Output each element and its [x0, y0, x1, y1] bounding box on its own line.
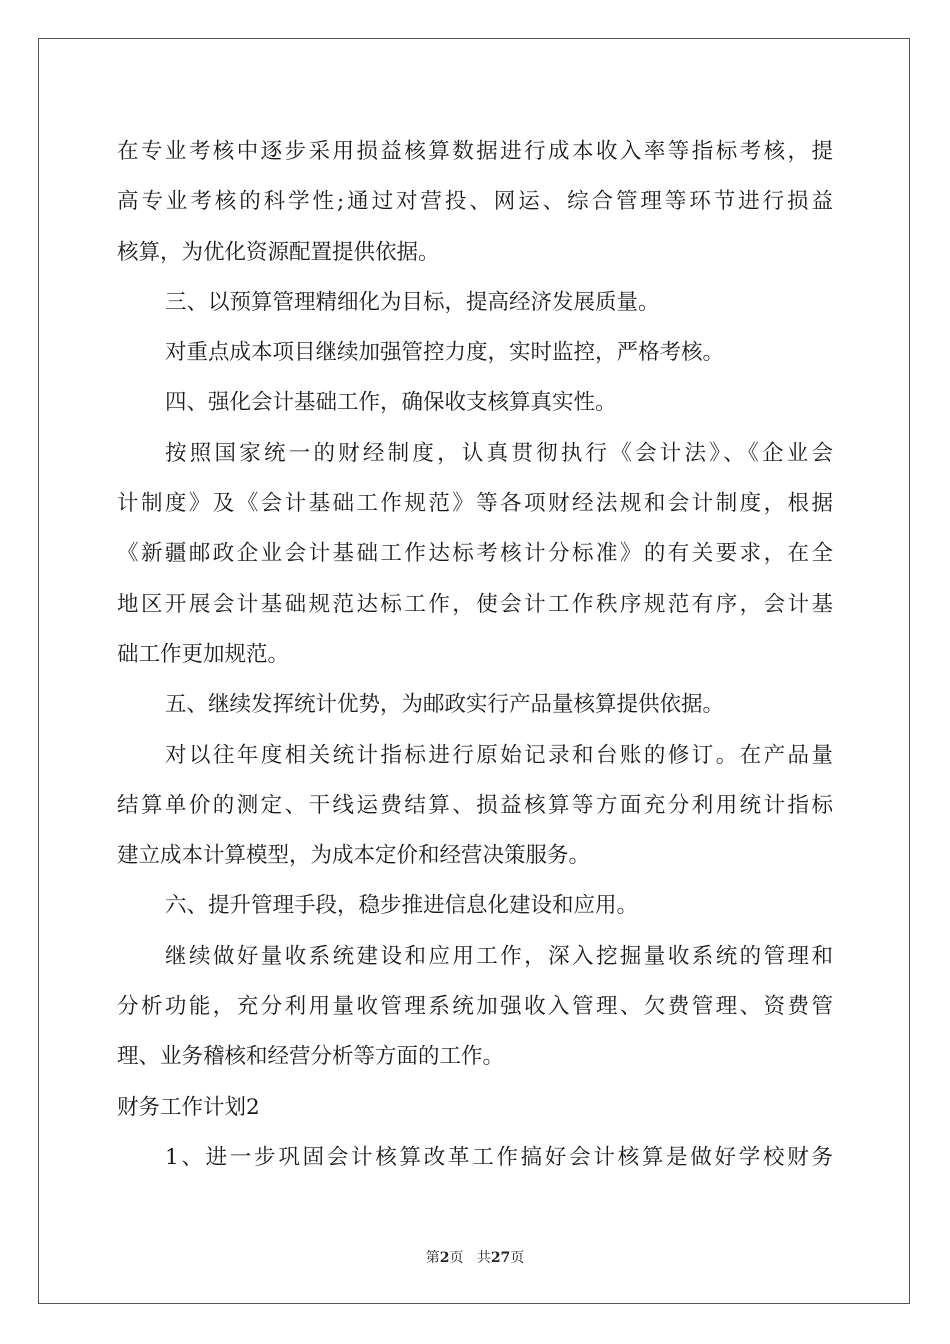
page-suffix: 页 [449, 1250, 464, 1266]
body-line: 在专业考核中逐步采用损益核算数据进行成本收入率等指标考核，提 [117, 139, 833, 164]
body-line: 对以往年度相关统计指标进行原始记录和台账的修订。在产品量 [165, 742, 833, 768]
body-line: 结算单价的测定、干线运费结算、损益核算等方面充分利用统计指标 [117, 792, 833, 818]
body-line: 《新疆邮政企业会计基础工作达标考核计分标准》的有关要求，在全 [117, 541, 833, 567]
page-number: 2 [439, 1250, 450, 1266]
body-line: 对重点成本项目继续加强管控力度，实时监控，严格考核。 [165, 340, 725, 366]
page-footer [0, 1247, 950, 1267]
total-pages: 27 [490, 1250, 511, 1266]
section-heading-6: 六、提升管理手段，稳步推进信息化建设和应用。 [165, 893, 639, 919]
total-prefix: 共 [476, 1250, 491, 1266]
body-line: 计制度》及《会计基础工作规范》等各项财经法规和会计制度，根据 [117, 491, 833, 517]
body-line: 按照国家统一的财经制度，认真贯彻执行《会计法》、《企业会 [165, 440, 833, 466]
body-line: 建立成本计算模型，为成本定价和经营决策服务。 [117, 843, 591, 869]
section-heading-5: 五、继续发挥统计优势，为邮政实行产品量核算提供依据。 [165, 692, 725, 718]
body-line: 1、进一步巩固会计核算改革工作搞好会计核算是做好学校财务 [165, 1144, 833, 1170]
total-suffix: 页 [510, 1250, 525, 1266]
document-title: 财务工作计划2 [117, 1094, 260, 1120]
section-heading-3: 三、以预算管理精细化为目标，提高经济发展质量。 [165, 289, 660, 315]
section-heading-4: 四、强化会计基础工作，确保收支核算真实性。 [165, 390, 617, 416]
body-line: 理、业务稽核和经营分析等方面的工作。 [117, 1044, 505, 1070]
body-line: 础工作更加规范。 [117, 641, 290, 667]
body-line: 地区开展会计基础规范达标工作，使会计工作秩序规范有序，会计基 [117, 591, 833, 617]
document-body [117, 130, 833, 1186]
page-prefix: 第 [425, 1250, 440, 1266]
body-line: 继续做好量收系统建设和应用工作，深入挖掘量收系统的管理和 [165, 943, 833, 969]
body-line: 高专业考核的科学性;通过对营投、网运、综合管理等环节进行损益 [117, 189, 833, 215]
body-line: 核算，为优化资源配置提供依据。 [117, 239, 440, 265]
body-line: 分析功能，充分利用量收管理系统加强收入管理、欠费管理、资费管 [117, 994, 833, 1020]
